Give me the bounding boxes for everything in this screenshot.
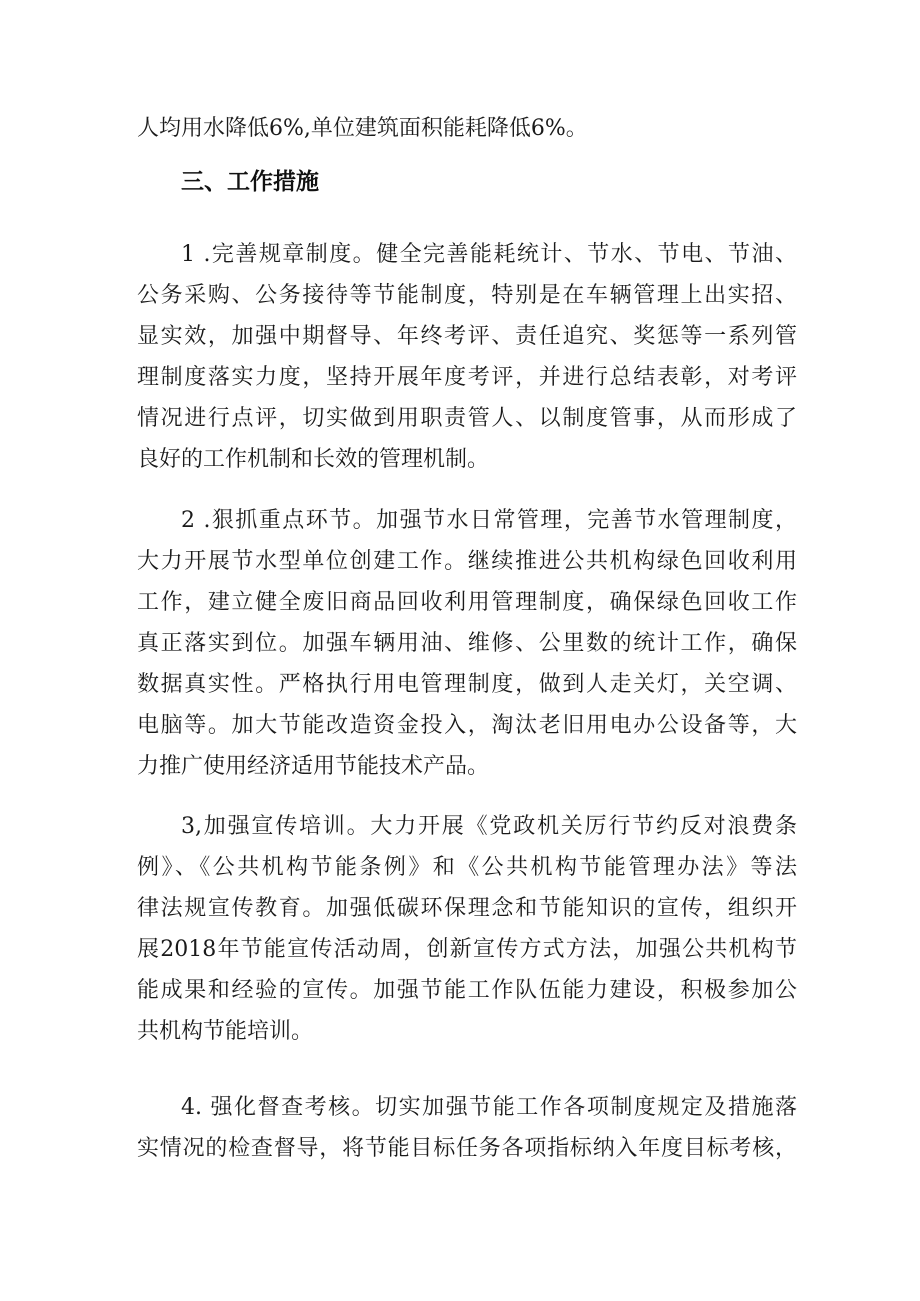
paragraph-1-line-5: 情况进行点评，切实做到用职责管人、以制度管事，从而形成了 bbox=[137, 406, 797, 431]
paragraph-2-line-4: 真正落实到位。加强车辆用油、维修、公里数的统计工作，确保 bbox=[137, 631, 797, 656]
paragraph-1-line-1: 1 .完善规章制度。健全完善能耗统计、节水、节电、节油、 bbox=[181, 242, 797, 267]
paragraph-1-line-4: 理制度落实力度，坚持开展年度考评，并进行总结表彰，对考评 bbox=[137, 365, 797, 390]
section-heading: 三、工作措施 bbox=[181, 169, 319, 195]
paragraph-1-line-2: 公务采购、公务接待等节能制度，特别是在车辆管理上出实招、 bbox=[137, 283, 797, 308]
paragraph-3-line-6: 共机构节能培训。 bbox=[137, 1019, 314, 1044]
paragraph-1-line-3: 显实效，加强中期督导、年终考评、责任追究、奖惩等一系列管 bbox=[137, 324, 797, 349]
paragraph-3-line-2: 例》、《公共机构节能条例》和《公共机构节能管理办法》等法 bbox=[137, 855, 797, 880]
intro-line: 人均用水降低6%,单位建筑面积能耗降低6%。 bbox=[137, 116, 588, 141]
paragraph-2-line-1: 2 .狠抓重点环节。加强节水日常管理，完善节水管理制度， bbox=[181, 508, 797, 533]
paragraph-2-line-7: 力推广使用经济适用节能技术产品。 bbox=[137, 754, 490, 779]
paragraph-3-line-5: 能成果和经验的宣传。加强节能工作队伍能力建设，积极参加公 bbox=[137, 978, 797, 1003]
paragraph-2-line-5: 数据真实性。严格执行用电管理制度，做到人走关灯，关空调、 bbox=[137, 672, 797, 697]
paragraph-2-line-3: 工作，建立健全废旧商品回收利用管理制度，确保绿色回收工作 bbox=[137, 590, 797, 615]
paragraph-4-line-1: 4. 强化督查考核。切实加强节能工作各项制度规定及措施落 bbox=[181, 1095, 797, 1120]
paragraph-3-line-3: 律法规宣传教育。加强低碳环保理念和节能知识的宣传，组织开 bbox=[137, 896, 797, 921]
paragraph-3-line-4: 展2018年节能宣传活动周，创新宣传方式方法，加强公共机构节 bbox=[137, 937, 797, 962]
paragraph-1-line-6: 良好的工作机制和长效的管理机制。 bbox=[137, 447, 490, 472]
paragraph-4-line-2: 实情况的检查督导，将节能目标任务各项指标纳入年度目标考核， bbox=[137, 1136, 797, 1161]
paragraph-2-line-2: 大力开展节水型单位创建工作。继续推进公共机构绿色回收利用 bbox=[137, 549, 797, 574]
paragraph-3-line-1: 3,加强宣传培训。大力开展《党政机关厉行节约反对浪费条 bbox=[181, 814, 797, 839]
paragraph-2-line-6: 电脑等。加大节能改造资金投入，淘汰老旧用电办公设备等，大 bbox=[137, 713, 797, 738]
